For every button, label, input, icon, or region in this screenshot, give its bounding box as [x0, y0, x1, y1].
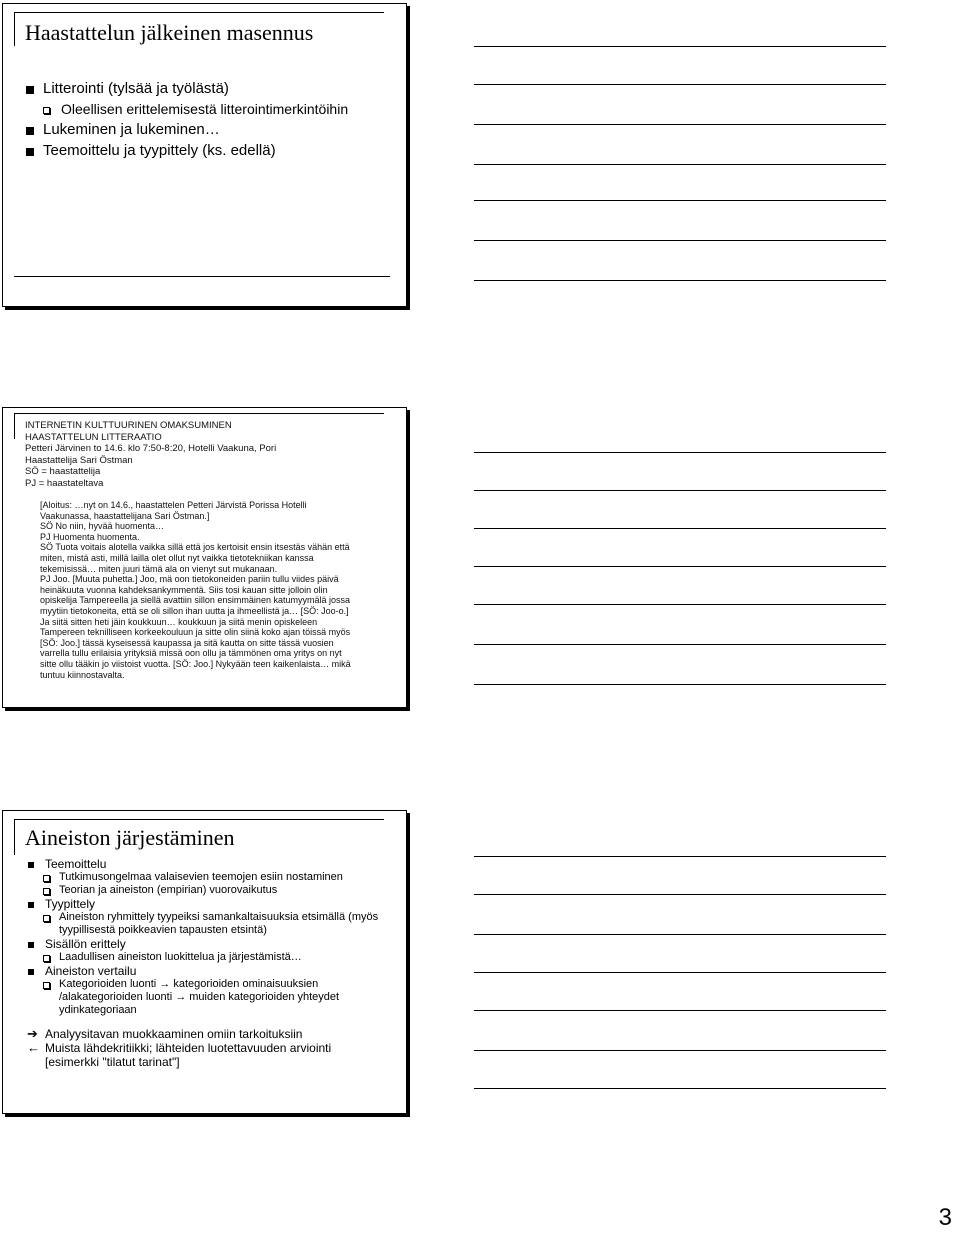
- note-line: [474, 684, 886, 685]
- slide-3-outline: [25, 857, 395, 1017]
- list-item: ➔ Analyysitavan muokkaaminen omiin tarkoituksiin: [27, 1026, 303, 1041]
- list-subitem: Oleellisen erittelemisestä litterointimerkintöihin: [23, 99, 403, 119]
- page-number: 3: [938, 1204, 952, 1231]
- list-item: Teemoittelu ja tyypittely (ks. edellä): [23, 140, 403, 161]
- note-line: [474, 972, 886, 973]
- note-line: [474, 84, 886, 85]
- slide-1-title: Haastattelun jälkeinen masennus: [25, 20, 314, 45]
- list-item: Teemoittelu: [25, 857, 395, 871]
- note-line: [474, 604, 886, 605]
- arrow-right-icon: ➔: [27, 1026, 38, 1041]
- square-bullet-icon: [26, 148, 34, 156]
- list-subitem: Tutkimusongelmaa valaisevien teemojen esiin nostaminen: [25, 871, 395, 884]
- list-item: Tyypittely: [25, 897, 395, 911]
- title-bracket: [14, 413, 15, 439]
- note-line: [474, 528, 886, 529]
- note-line: [474, 452, 886, 453]
- note-line: [474, 644, 886, 645]
- note-line: [474, 1010, 886, 1011]
- note-line: [474, 894, 886, 895]
- note-line: [474, 280, 886, 281]
- note-line: [474, 934, 886, 935]
- square-bullet-icon: [28, 942, 34, 948]
- checkbox-bullet-icon: [43, 888, 50, 895]
- checkbox-bullet-icon: [43, 955, 50, 962]
- slide-3-notes: [25, 1027, 395, 1069]
- note-line: [474, 164, 886, 165]
- list-item: Litterointi (tylsää ja työlästä): [23, 78, 403, 99]
- slide-3: [2, 810, 407, 1114]
- title-bracket: [14, 819, 15, 855]
- note-line: [474, 1050, 886, 1051]
- note-line: [474, 1088, 886, 1089]
- list-subitem: Laadullisen aineiston luokittelua ja järjestämistä…: [25, 951, 395, 964]
- square-bullet-icon: [28, 969, 34, 975]
- transcript-body: [Aloitus: …nyt on 14.6., haastattelen Petteri Järvistä Porissa Hotelli Vaakunassa, haastattelijana Sari Östman.] SÖ No niin, hyvää huomenta… PJ Huomenta huomenta. SÖ Tuota voitais alotella vaikka sillä että jos kertoisit ensin itsestäs vähän että miten, mistä asti, millä lailla olet ollut nyt vaikka tietotekniikan kanssa tekemisissä… miten juuri tämä ala on vienyt sut mukanaan. PJ Joo. [Muuta puhetta.] Joo, mä oon tietokoneiden pariin tullu viides päivä heinäkuuta vuonna kahdeksankymmentä. Siis tosi kauan sitte jolloin olin opiskelija Tampereella ja siellä avattiin sillon ensimmäinen katumyymälä jossa myytiin tietokoneita, että se oli sillon ihan uutta ja ihmeellistä ja… [SÖ: Joo-o.] Ja siitä sitten heti jäin koukkuun… koukkuun ja siitä menin opiskeleen Tampereen teknilliseen korkeekouluun ja sitte olin siinä koko ajan töissä myös [SÖ: Joo.] tässä kyseisessä kaupassa ja sitä kautta on sitte tässä vuosien varrella tullu erilaisia yrityksiä missä oon ollu ja tämmönen oma yritys on nyt sitte ollu tääkin jo viistoist vuotta. [SÖ: Joo.] Nykyään teen kaikenlaista… mikä tuntuu kiinnostavalta.: [40, 500, 351, 680]
- slide-2: [2, 407, 407, 708]
- note-line: [474, 566, 886, 567]
- checkbox-bullet-icon: [43, 875, 50, 882]
- title-rule: [14, 413, 384, 414]
- checkbox-bullet-icon: [43, 107, 50, 114]
- note-line: [474, 124, 886, 125]
- list-subitem: Kategorioiden luonti → kategorioiden ominaisuuksien /alakategorioiden luonti → muiden kategorioiden yhteydet ydinkategoriaan: [25, 978, 369, 1017]
- note-line: [474, 490, 886, 491]
- note-line: [474, 200, 886, 201]
- slide-1-outline: [23, 78, 403, 161]
- note-line: [474, 856, 886, 857]
- list-subitem: Teorian ja aineiston (empirian) vuorovaikutus: [25, 884, 395, 897]
- title-rule: [14, 819, 384, 820]
- list-item: ← Muista lähdekritiikki; lähteiden luotettavuuden arviointi [esimerkki "tilatut tarinat"]: [27, 1040, 332, 1069]
- slide-1: [2, 3, 407, 307]
- checkbox-bullet-icon: [43, 982, 50, 989]
- list-item: Aineiston vertailu: [25, 964, 395, 978]
- square-bullet-icon: [26, 86, 34, 94]
- title-rule: [14, 12, 384, 13]
- square-bullet-icon: [26, 127, 34, 135]
- list-subitem: Aineiston ryhmittely tyypeiksi samankaltaisuuksia etsimällä (myös tyypillisestä poikkeavien tapausten etsintä): [25, 911, 379, 937]
- list-item: Lukeminen ja lukeminen…: [23, 119, 403, 140]
- slide-3-title: Aineiston järjestäminen: [25, 825, 235, 850]
- title-bracket: [14, 12, 15, 46]
- transcript-header: INTERNETIN KULTTUURINEN OMAKSUMINEN HAASTATTELUN LITTERAATIO Petteri Järvinen to 14.6. klo 7:50-8:20, Hotelli Vaakuna, Pori Haastattelija Sari Östman SÖ = haastattelija PJ = haastateltava: [25, 420, 277, 489]
- footer-rule: [14, 276, 390, 277]
- list-item: Sisällön erittely: [25, 937, 395, 951]
- checkbox-bullet-icon: [43, 915, 50, 922]
- note-line: [474, 240, 886, 241]
- square-bullet-icon: [28, 902, 34, 908]
- note-line: [474, 46, 886, 47]
- arrow-left-icon: ←: [27, 1040, 40, 1055]
- square-bullet-icon: [28, 862, 34, 868]
